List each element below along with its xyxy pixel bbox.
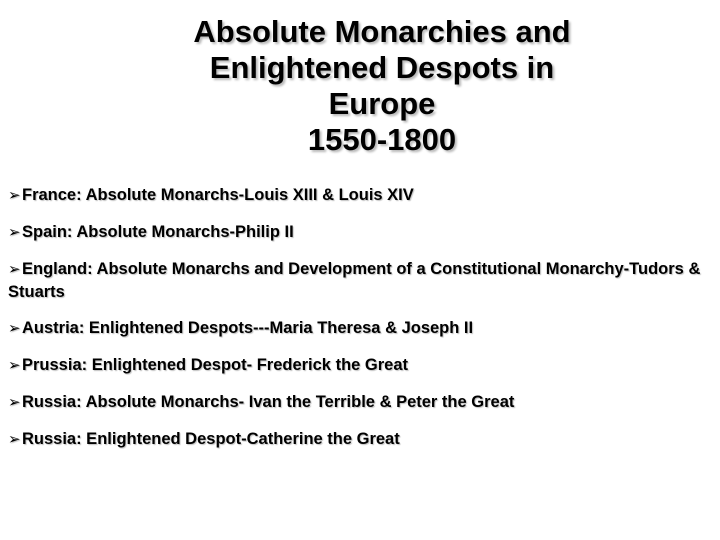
- list-item: [8, 428, 708, 451]
- list-item: [8, 391, 708, 414]
- arrow-bullet-icon: ➢: [8, 320, 21, 337]
- list-item: [8, 221, 708, 244]
- arrow-bullet-icon: ➢: [8, 224, 21, 241]
- arrow-bullet-icon: ➢: [8, 431, 21, 448]
- arrow-bullet-icon: ➢: [8, 394, 21, 411]
- bullet-list: [8, 184, 708, 465]
- title-line: Enlightened Despots in: [209, 50, 555, 85]
- bullet-text: Austria: Enlightened Despots---Maria Theresa & Joseph II: [22, 319, 474, 337]
- arrow-bullet-icon: ➢: [8, 357, 21, 374]
- title-line: Absolute Monarchies and: [193, 14, 571, 49]
- list-item: [8, 184, 708, 207]
- title-line: Europe: [328, 86, 436, 121]
- bullet-text: Russia: Absolute Monarchs- Ivan the Terrible & Peter the Great: [22, 393, 515, 411]
- bullet-text: Russia: Enlightened Despot-Catherine the Great: [22, 430, 400, 448]
- arrow-bullet-icon: ➢: [8, 187, 21, 204]
- slide-title: [140, 14, 624, 158]
- bullet-text: France: Absolute Monarchs-Louis XIII & Louis XIV: [22, 186, 414, 204]
- arrow-bullet-icon: ➢: [8, 261, 21, 278]
- list-item: [8, 258, 708, 303]
- list-item: [8, 354, 708, 377]
- title-line: 1550-1800: [307, 122, 457, 157]
- list-item: [8, 317, 708, 340]
- bullet-text: Spain: Absolute Monarchs-Philip II: [22, 223, 294, 241]
- bullet-text: Prussia: Enlightened Despot- Frederick the Great: [22, 356, 409, 374]
- bullet-text: England: Absolute Monarchs and Development of a Constitutional Monarchy-Tudors & Stuarts: [8, 260, 701, 301]
